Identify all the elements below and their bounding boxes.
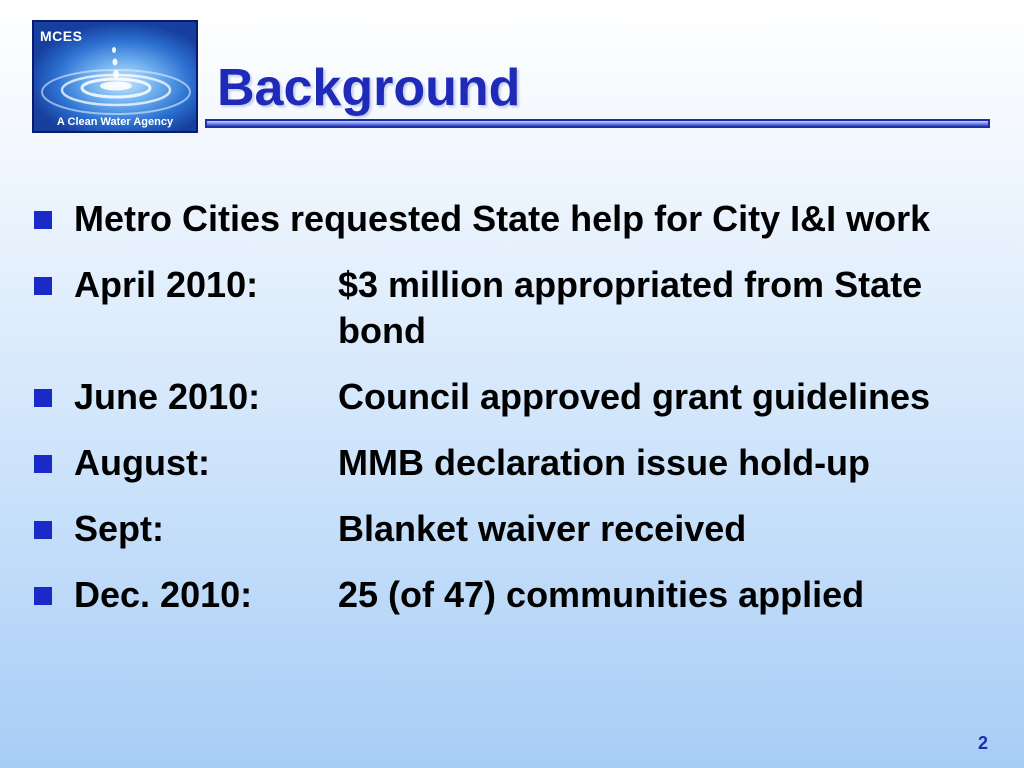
bullet-text: Metro Cities requested State help for City I&I work [74, 198, 931, 239]
square-bullet-icon [34, 521, 52, 539]
bullet-description: $3 million appropriated from State bond [338, 264, 923, 351]
bullet-item [34, 506, 994, 552]
bullet-item [34, 572, 994, 618]
bullet-date-label: April 2010: [74, 264, 259, 305]
square-bullet-icon [34, 211, 52, 229]
square-bullet-icon [34, 455, 52, 473]
page-number: 2 [977, 733, 988, 753]
square-bullet-icon [34, 389, 52, 407]
bullet-item [34, 374, 994, 420]
bullet-date-label: June 2010: [74, 376, 261, 417]
square-bullet-icon [34, 587, 52, 605]
bullet-description: 25 (of 47) communities applied [338, 574, 865, 615]
title-underline [205, 119, 990, 128]
bullet-date-label: Dec. 2010: [74, 574, 253, 615]
logo-tagline: A Clean Water Agency [56, 116, 174, 128]
square-bullet-icon [34, 277, 52, 295]
logo-name: MCES [40, 28, 83, 44]
bullet-list [34, 196, 994, 618]
mces-logo [32, 20, 198, 133]
bullet-description: Council approved grant guidelines [338, 376, 931, 417]
bullet-item [34, 196, 994, 242]
bullet-description: MMB declaration issue hold-up [338, 442, 871, 483]
bullet-description: Blanket waiver received [338, 508, 747, 549]
bullet-item [34, 262, 994, 354]
bullet-date-label: Sept: [74, 508, 164, 549]
bullet-date-label: August: [74, 442, 210, 483]
slide-title: Background [217, 59, 521, 117]
bullet-item [34, 440, 994, 486]
